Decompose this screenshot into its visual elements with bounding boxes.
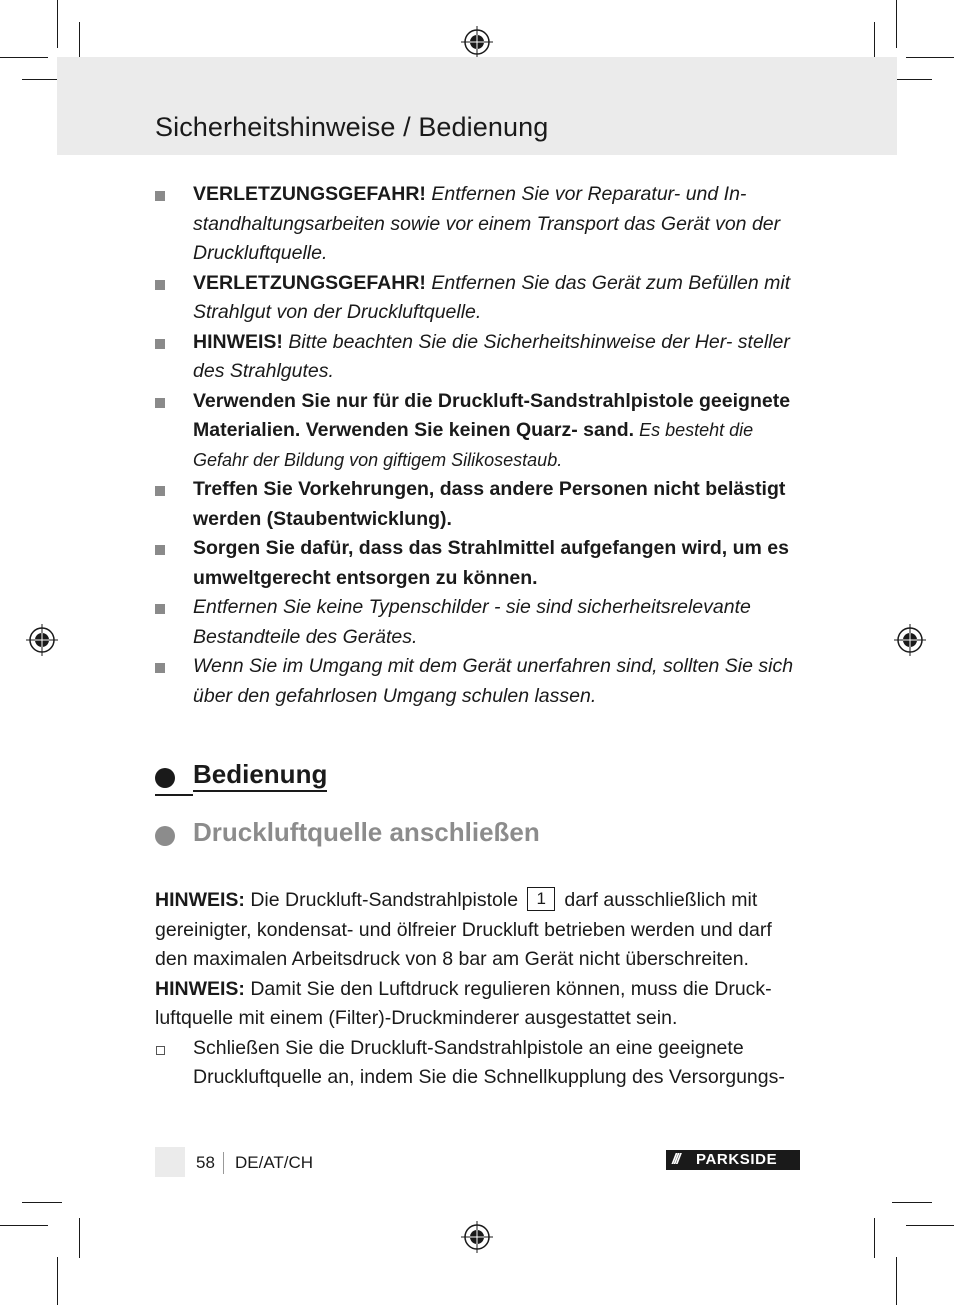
bullet-square-icon: [155, 280, 165, 290]
crop-mark: [79, 1218, 80, 1258]
subsection-title: Druckluftquelle anschließen: [193, 817, 540, 847]
footer-marker: [155, 1147, 185, 1177]
subsection-bullet-icon: [155, 826, 175, 846]
step-checkbox-icon: [156, 1046, 165, 1055]
list-item: Entfernen Sie keine Typenschilder - sie sind sicherheitsrelevante Bestandteile des Gerätes.: [155, 593, 800, 652]
list-item: VERLETZUNGSGEFAHR! Entfernen Sie das Gerät zum Befüllen mit Strahlgut von der Druckluftquelle.: [155, 269, 800, 328]
note-paragraph: HINWEIS: Damit Sie den Luftdruck regulieren können, muss die Druck- luftquelle mit einem (Filter)-Druckminderer ausgestattet sein.: [155, 977, 772, 1029]
crop-mark: [896, 0, 897, 48]
page-number: 58: [196, 1153, 215, 1172]
safety-list: [155, 180, 800, 711]
bullet-square-icon: [155, 398, 165, 408]
crop-mark: [57, 0, 58, 48]
crop-mark: [896, 1257, 897, 1305]
list-item: Sorgen Sie dafür, dass das Strahlmittel aufgefangen wird, um es umweltgerecht entsorgen zu können.: [155, 534, 800, 593]
registration-mark-icon: [461, 26, 493, 58]
footer-region: DE/AT/CH: [235, 1153, 314, 1172]
instructions: [155, 886, 800, 1093]
list-item: VERLETZUNGSGEFAHR! Entfernen Sie vor Reparatur- und In- standhaltungsarbeiten sowie vor einem Transport das Gerät von der Druckluftquelle.: [155, 180, 800, 269]
bullet-square-icon: [155, 486, 165, 496]
crop-mark: [874, 1218, 875, 1258]
list-item: Wenn Sie im Umgang mit dem Gerät unerfahren sind, sollten Sie sich über den gefahrlosen Umgang schulen lassen.: [155, 652, 800, 711]
section-bullet-icon: [155, 768, 175, 788]
crop-mark: [79, 22, 80, 62]
registration-mark-icon: [894, 624, 926, 656]
crop-mark: [0, 57, 48, 58]
step-list: [155, 1034, 800, 1093]
note-paragraph: HINWEIS: Die Druckluft-Sandstrahlpistole 1 darf ausschließlich mit gereinigter, kondensat- und ölfreier Druckluft betrieben werden und darf den maximalen Arbeitsdruck von 8 bar am Gerät nicht überschreiten.: [155, 889, 772, 970]
list-item: HINWEIS! Bitte beachten Sie die Sicherheitshinweise der Her- steller des Strahlgutes.: [155, 328, 800, 387]
crop-mark: [57, 1257, 58, 1305]
registration-mark-icon: [461, 1221, 493, 1253]
bullet-square-icon: [155, 663, 165, 673]
page-title: Sicherheitshinweise / Bedienung: [155, 112, 549, 142]
bullet-square-icon: [155, 604, 165, 614]
footer-divider: [223, 1152, 224, 1174]
logo-slashes: ///: [672, 1151, 679, 1168]
bullet-square-icon: [155, 545, 165, 555]
page-content: [155, 180, 800, 1093]
bullet-square-icon: [155, 339, 165, 349]
section-heading: [155, 760, 800, 800]
list-item: Treffen Sie Vorkehrungen, dass andere Personen nicht belästigt werden (Staubentwicklung).: [155, 475, 800, 534]
crop-mark: [906, 1225, 954, 1226]
crop-mark: [0, 1225, 48, 1226]
bullet-square-icon: [155, 191, 165, 201]
list-item: Verwenden Sie nur für die Druckluft-Sandstrahlpistole geeignete Materialien. Verwenden Sie keinen Quarz- sand. Es besteht die Gefahr der Bildung von giftigem Silikosestaub.: [155, 387, 800, 476]
registration-mark-icon: [26, 624, 58, 656]
crop-mark: [22, 1202, 62, 1203]
section-underline: [155, 794, 193, 796]
crop-mark: [906, 57, 954, 58]
crop-mark: [892, 79, 932, 80]
subsection-heading: [155, 818, 800, 858]
section-title: Bedienung: [193, 758, 327, 792]
crop-mark: [892, 1202, 932, 1203]
crop-mark: [874, 22, 875, 62]
step-item: Schließen Sie die Druckluft-Sandstrahlpistole an eine geeignete Druckluftquelle an, indem Sie die Schnellkupplung des Versorgungs-: [155, 1034, 800, 1093]
logo-text: PARKSIDE: [696, 1151, 778, 1168]
parkside-logo: [666, 1150, 800, 1170]
part-reference: 1: [527, 887, 554, 911]
crop-mark: [22, 79, 62, 80]
